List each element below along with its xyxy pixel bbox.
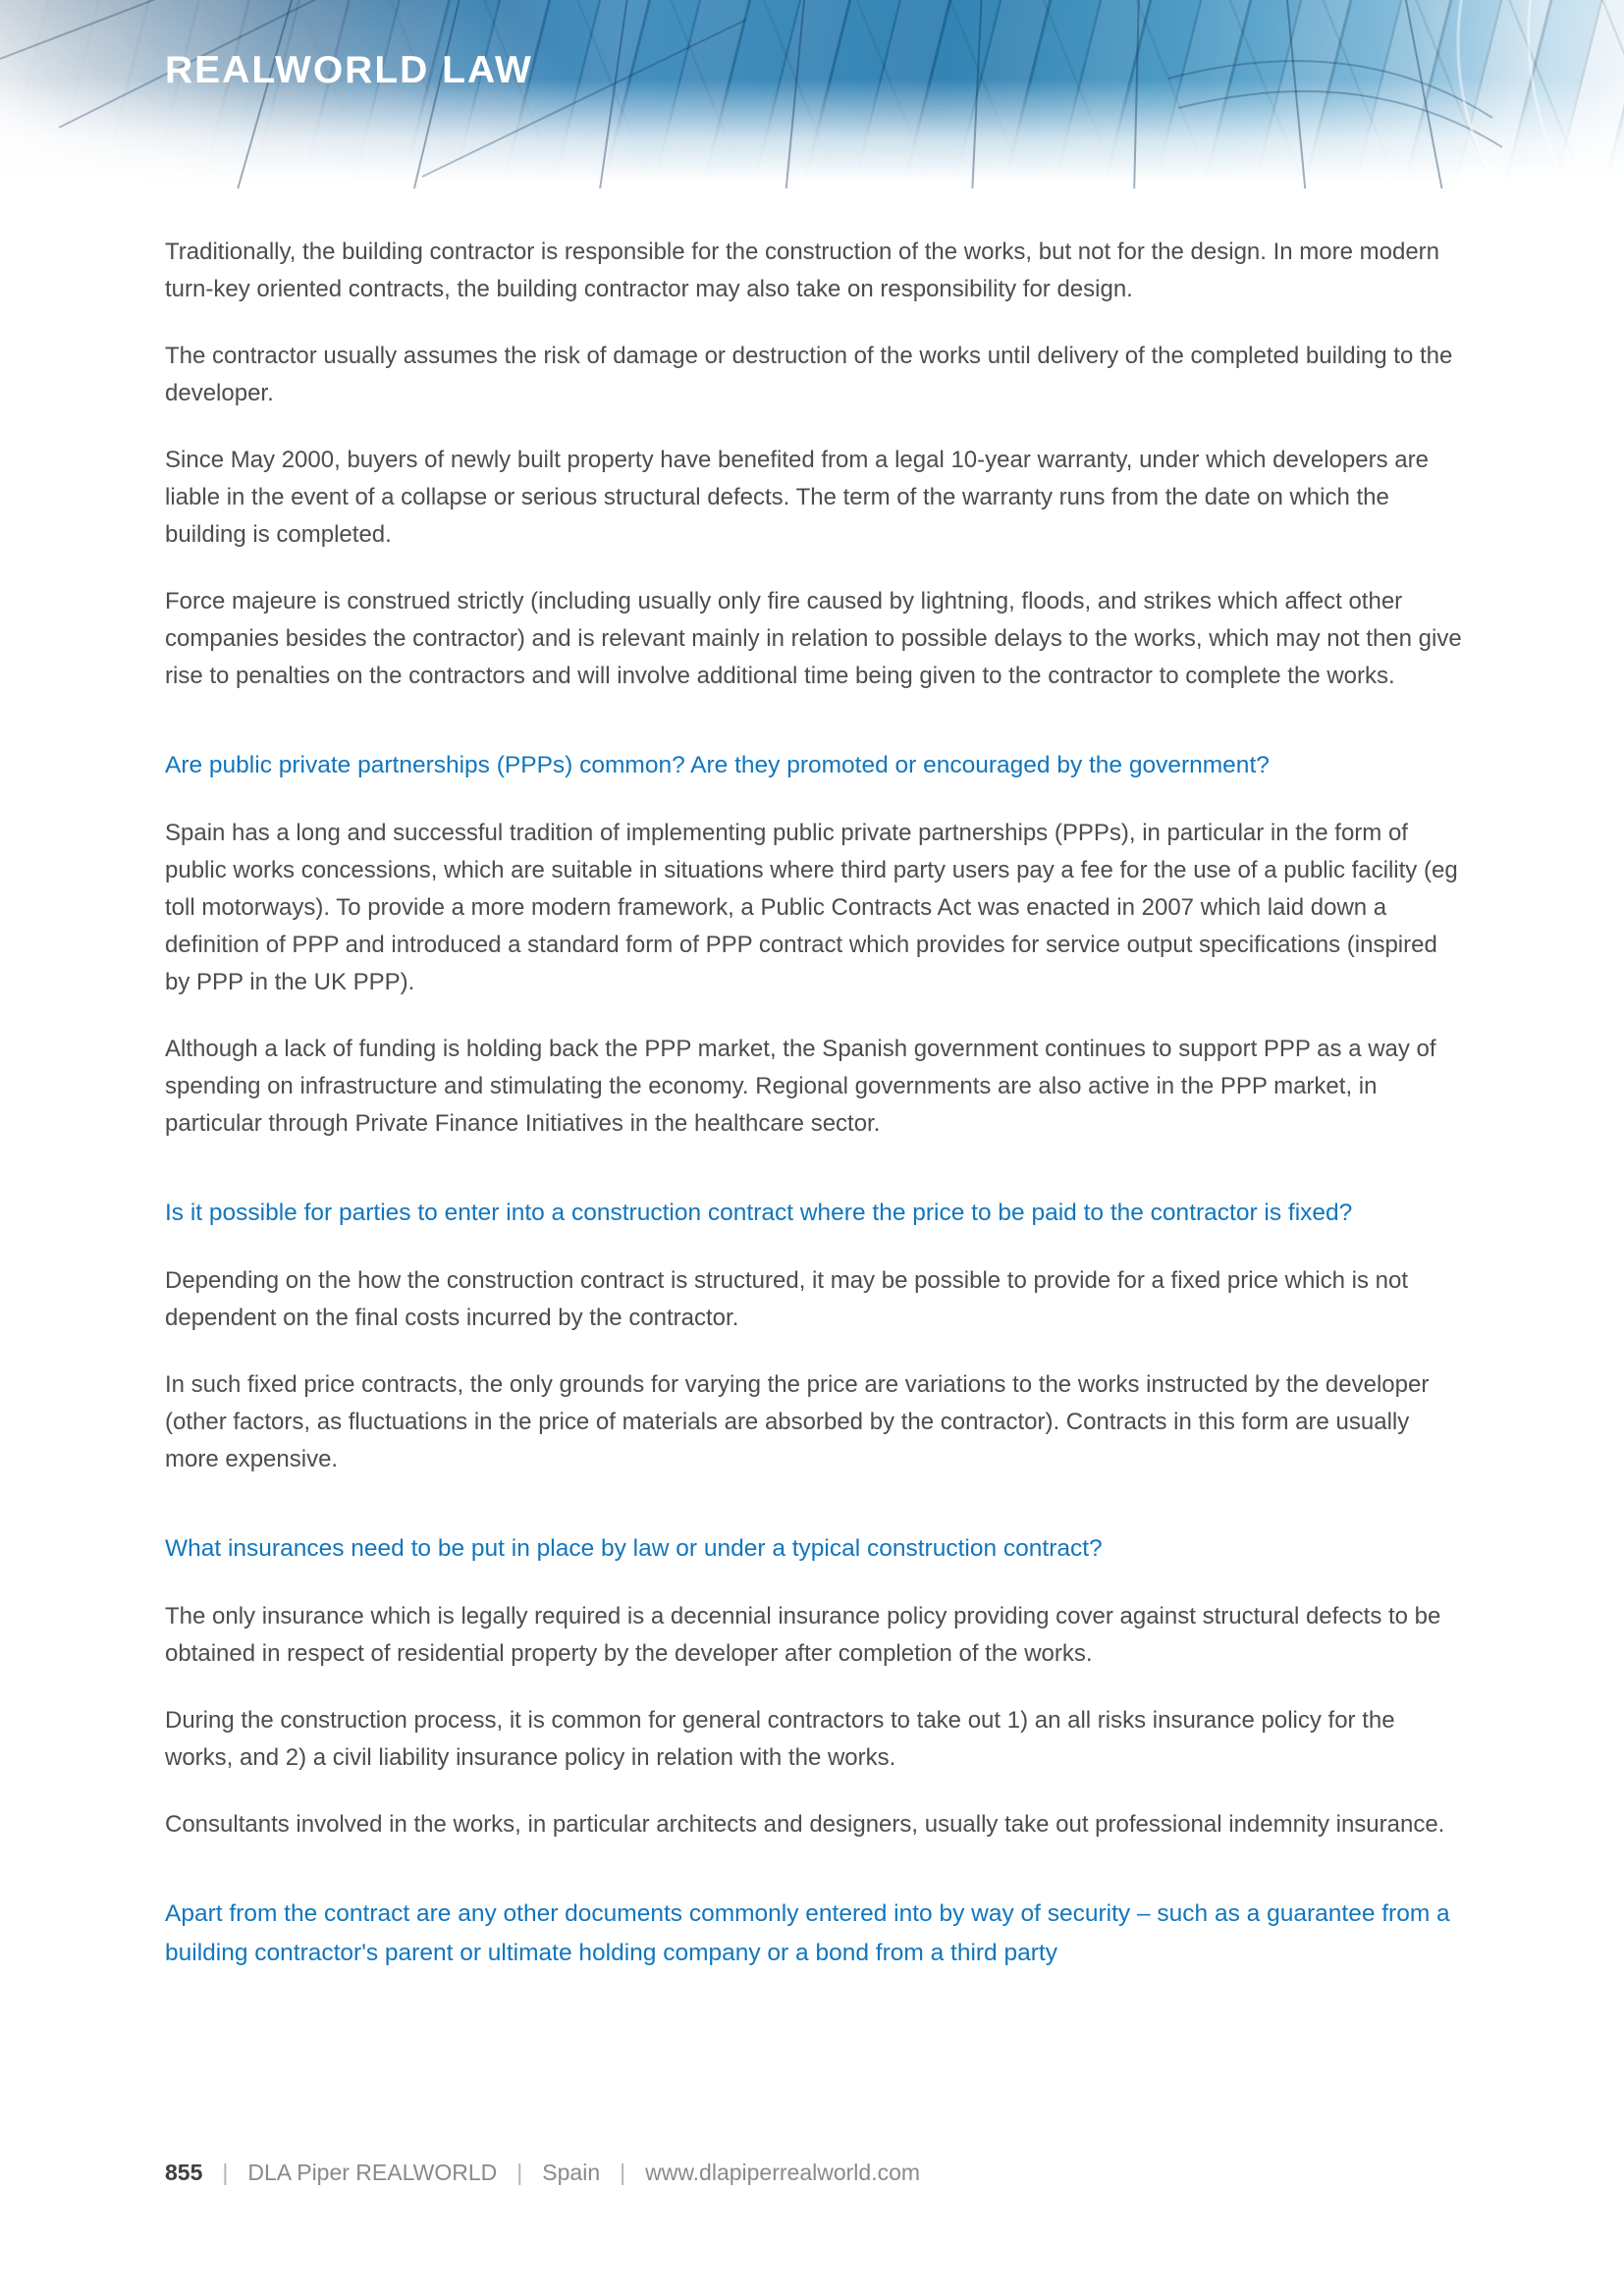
brand-logo: REALWORLD LAW bbox=[165, 49, 533, 91]
body-paragraph: Consultants involved in the works, in particular architects and designers, usually take out professional indemnity insurance. bbox=[165, 1811, 1445, 1838]
body-paragraph: During the construction process, it is common for general contractors to take out 1) an all risks insurance policy for the works, and 2) a civil liability insurance policy in relation with the works. bbox=[165, 1707, 1395, 1771]
footer-website-link[interactable]: www.dlapiperrealworld.com bbox=[645, 2160, 921, 2185]
document-body bbox=[0, 188, 1624, 1973]
question-heading: Are public private partnerships (PPPs) common? Are they promoted or encouraged by the government? bbox=[165, 752, 1270, 778]
body-paragraph: Force majeure is construed strictly (including usually only fire caused by lightning, floods, and strikes which affect other companies besides the contractor) and is relevant mainly in relation to possible delays to the works, which may not then give rise to penalties on the contractors and will involve additional time being given to the contractor to complete the works. bbox=[165, 588, 1462, 689]
footer-publication: DLA Piper REALWORLD bbox=[247, 2160, 498, 2185]
question-heading: Is it possible for parties to enter into a construction contract where the price to be paid to the contractor is fixed? bbox=[165, 1200, 1353, 1226]
footer-separator: | bbox=[620, 2160, 626, 2185]
footer-country: Spain bbox=[542, 2160, 601, 2185]
page-footer bbox=[165, 2158, 920, 2187]
body-paragraph: Although a lack of funding is holding back the PPP market, the Spanish government continues to support PPP as a way of spending on infrastructure and stimulating the economy. Regional governments are also active in the PPP market, in particular through Private Finance Initiatives in the healthcare sector. bbox=[165, 1036, 1436, 1137]
question-heading: Apart from the contract are any other documents commonly entered into by way of security – such as a guarantee from a building contractor's parent or ultimate holding company or a bond from a third party bbox=[165, 1900, 1450, 1966]
header-banner-image bbox=[0, 0, 1624, 188]
footer-separator: | bbox=[222, 2160, 229, 2185]
footer-separator: | bbox=[516, 2160, 523, 2185]
body-paragraph: Spain has a long and successful tradition of implementing public private partnerships (PPPs), in particular in the form of public works concessions, which are suitable in situations where third party users pay a fee for the use of a public facility (eg toll motorways). To provide a more modern framework, a Public Contracts Act was enacted in 2007 which laid down a definition of PPP and introduced a standard form of PPP contract which provides for service output specifications (inspired by PPP in the UK PPP). bbox=[165, 820, 1458, 995]
glass-facade-decoration bbox=[0, 0, 1624, 188]
body-paragraph: The only insurance which is legally required is a decennial insurance policy providing cover against structural defects to be obtained in respect of residential property by the developer after completion of the works. bbox=[165, 1603, 1441, 1667]
body-paragraph: The contractor usually assumes the risk of damage or destruction of the works until delivery of the completed building to the developer. bbox=[165, 343, 1453, 406]
body-paragraph: In such fixed price contracts, the only grounds for varying the price are variations to the works instructed by the developer (other factors, as fluctuations in the price of materials are absorbed by the contractor). Contracts in this form are usually more expensive. bbox=[165, 1371, 1430, 1472]
question-heading: What insurances need to be put in place by law or under a typical construction contract? bbox=[165, 1535, 1103, 1562]
body-paragraph: Traditionally, the building contractor is responsible for the construction of the works, but not for the design. In more modern turn-key oriented contracts, the building contractor may also take on responsibility for design. bbox=[165, 239, 1440, 302]
page-number: 855 bbox=[165, 2160, 203, 2185]
body-paragraph: Depending on the how the construction contract is structured, it may be possible to provide for a fixed price which is not dependent on the final costs incurred by the contractor. bbox=[165, 1267, 1408, 1331]
body-paragraph: Since May 2000, buyers of newly built property have benefited from a legal 10-year warranty, under which developers are liable in the event of a collapse or serious structural defects. The term of the warranty runs from the date on which the building is completed. bbox=[165, 447, 1429, 548]
